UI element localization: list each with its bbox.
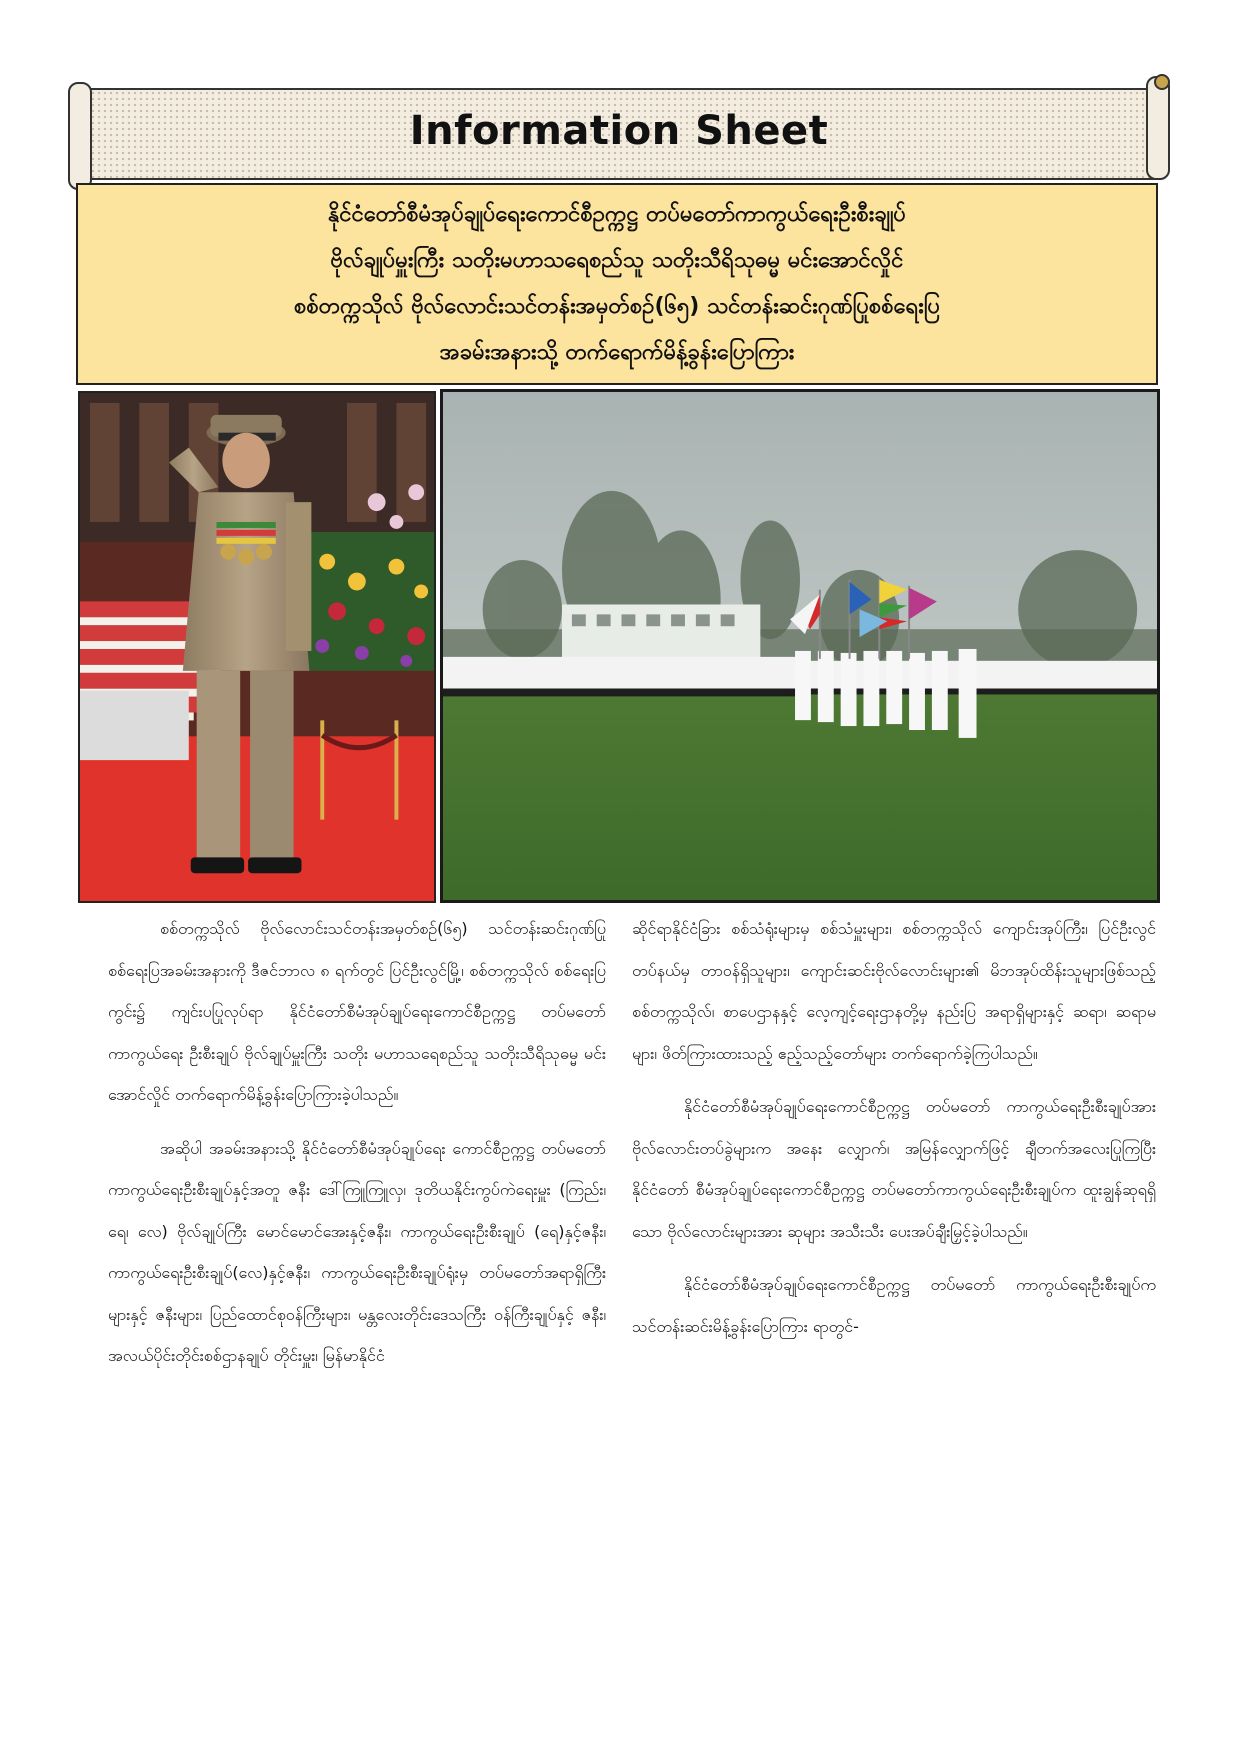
paragraph-continued: ဆိုင်ရာနိုင်ငံခြား စစ်သံရုံးများမှ စစ်သံမှူးများ၊ စစ်တက္ကသိုလ် ကျောင်းအုပ်ကြီး၊ ပြင်ဦးလွင်တပ်နယ်မှ တာဝန်ရှိသူများ၊ ကျောင်းဆင်းဗိုလ်လောင်းများ၏ မိဘအုပ်ထိန်းသူများဖြစ်သည့် စစ်တက္ကသိုလ်၊ စာပေဌာနနှင့် လေ့ကျင့်ရေးဌာနတို့မှ နည်းပြ အရာရှိများနှင့် ဆရာ၊ ဆရာမများ၊ ဖိတ်ကြားထားသည့် ဧည့်သည့်တော်များ တက်ရောက်ခဲ့ကြပါသည်။ bbox=[632, 919, 1156, 1063]
title-banner bbox=[76, 88, 1162, 180]
page-title: Information Sheet bbox=[409, 108, 829, 154]
photo-parade-ground bbox=[440, 389, 1160, 903]
photo-commander-saluting bbox=[78, 391, 436, 903]
body-column-right bbox=[632, 908, 1156, 1359]
headline-line-1: နိုင်ငံတော်စီမံအုပ်ချုပ်ရေးကောင်စီဥက္ကဋ္ဌ တပ်မတော်ကာကွယ်ရေးဦးစီးချုပ် bbox=[328, 202, 906, 227]
commander-illustration bbox=[80, 393, 434, 901]
scroll-knob-icon bbox=[1154, 74, 1170, 90]
paragraph: စစ်တက္ကသိုလ် ဗိုလ်လောင်းသင်တန်းအမှတ်စဉ်(၆၅) သင်တန်းဆင်းဂုဏ်ပြု စစ်ရေးပြအခမ်းအနားကို ဒီဇင်ဘာလ ၈ ရက်တွင် ပြင်ဦးလွင်မြို့၊ စစ်တက္ကသိုလ် စစ်ရေးပြကွင်း၌ ကျင်းပပြုလုပ်ရာ နိုင်ငံတော်စီမံအုပ်ချုပ်ရေးကောင်စီဥက္ကဋ္ဌ တပ်မတော်ကာကွယ်ရေး ဦးစီးချုပ် ဗိုလ်ချုပ်မှူးကြီး သတိုး မဟာသရေစည်သူ သတိုးသီရိသုဓမ္မ မင်းအောင်လှိုင် တက်ရောက်မိန့်ခွန်းပြောကြားခဲ့ပါသည်။ bbox=[108, 919, 606, 1104]
paragraph: အဆိုပါ အခမ်းအနားသို့ နိုင်ငံတော်စီမံအုပ်ချုပ်ရေး ကောင်စီဥက္ကဋ္ဌ တပ်မတော်ကာကွယ်ရေးဦးစီးချုပ်နှင့်အတူ ဇနီး ဒေါ်ကြူကြူလှ၊ ဒုတိယနိုင်းကွပ်ကဲရေးမှူး (ကြည်း၊ ရေ၊ လေ) ဗိုလ်ချုပ်ကြီး မောင်မောင်အေးနှင့်ဇနီး၊ ကာကွယ်ရေးဦးစီးချုပ် (ရေ)နှင့်ဇနီး၊ ကာကွယ်ရေးဦးစီးချုပ်(လေ)နှင့်ဇနီး၊ ကာကွယ်ရေးဦးစီးချုပ်ရုံးမှ တပ်မတော်အရာရှိကြီးများနှင့် ဇနီးများ၊ ပြည်ထောင်စုဝန်ကြီးများ၊ မန္တလေးတိုင်းဒေသကြီး ဝန်ကြီးချုပ်နှင့် ဇနီး၊ အလယ်ပိုင်းတိုင်းစစ်ဌာနချုပ် တိုင်းမှူး၊ မြန်မာနိုင်ငံ bbox=[108, 1138, 606, 1365]
headline-line-3: စစ်တက္ကသိုလ် ဗိုလ်လောင်းသင်တန်းအမှတ်စဉ်(၆၅) သင်တန်းဆင်းဂုဏ်ပြုစစ်ရေးပြ bbox=[293, 294, 941, 319]
headline-line-2: ဗိုလ်ချုပ်မှူးကြီး သတိုးမဟာသရေစည်သူ သတိုးသီရိသုဓမ္မ မင်းအောင်လှိုင် bbox=[330, 248, 904, 273]
headline-box bbox=[76, 183, 1158, 385]
paragraph: နိုင်ငံတော်စီမံအုပ်ချုပ်ရေးကောင်စီဥက္ကဋ္ဌ တပ်မတော် ကာကွယ်ရေးဦးစီးချုပ်အား ဗိုလ်လောင်းတပ်ခွဲများက အနေး လျှောက်၊ အမြန်လျှောက်ဖြင့် ချီတက်အလေးပြုကြပြီး နိုင်ငံတော် စီမံအုပ်ချုပ်ရေးကောင်စီဥက္ကဋ္ဌ တပ်မတော်ကာကွယ်ရေးဦးစီးချုပ်က ထူးချွန်ဆုရရှိသော ဗိုလ်လောင်းများအား ဆုများ အသီးသီး ပေးအပ်ချီးမြှင့်ခဲ့ပါသည်။ bbox=[632, 1097, 1156, 1241]
body-column-left bbox=[108, 908, 606, 1389]
paragraph: နိုင်ငံတော်စီမံအုပ်ချုပ်ရေးကောင်စီဥက္ကဋ္ဌ တပ်မတော် ကာကွယ်ရေးဦးစီးချုပ်က သင်တန်းဆင်းမိန့်ခွန်းပြောကြား ရာတွင်- bbox=[632, 1275, 1156, 1336]
headline-line-4: အခမ်းအနားသို့ တက်ရောက်မိန့်ခွန်းပြောကြား bbox=[439, 340, 795, 365]
parade-illustration bbox=[443, 392, 1157, 900]
